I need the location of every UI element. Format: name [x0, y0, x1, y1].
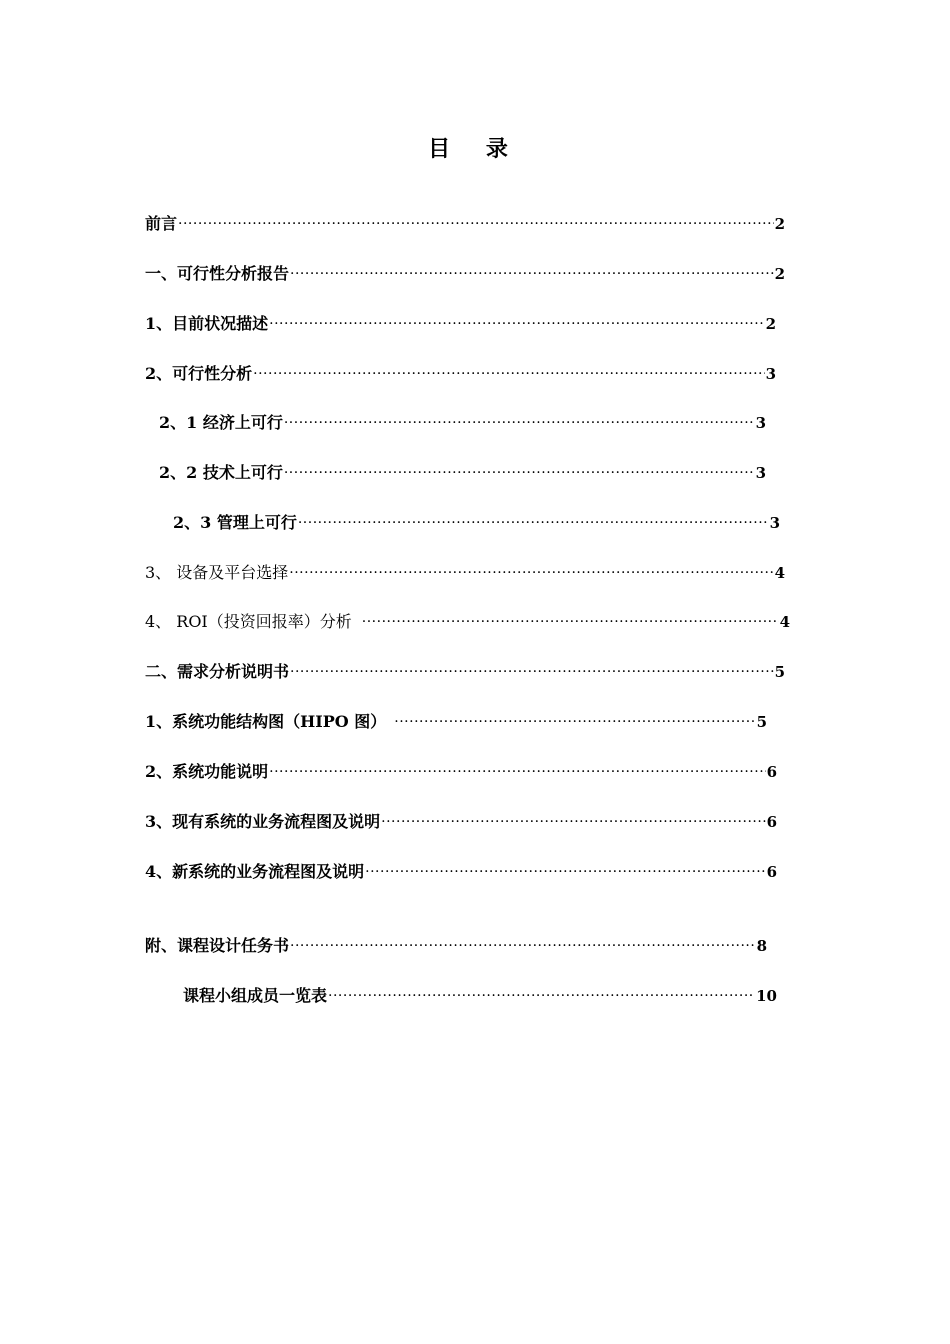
toc-entry-label: 2、系统功能说明: [145, 762, 269, 781]
toc-entry-preface[interactable]: [145, 212, 785, 236]
toc-entry-page: 3: [769, 514, 780, 532]
toc-entry-page: 4: [774, 564, 785, 582]
toc-entry-page: 2: [774, 265, 785, 283]
toc-entry-technical[interactable]: [159, 461, 766, 485]
toc-entry-page: 2: [765, 315, 776, 333]
toc-entry-label: 前言: [145, 214, 178, 233]
toc-leader-dots: [253, 362, 764, 386]
toc-leader-dots: [269, 312, 764, 336]
toc-entry-label: 2、1 经济上可行: [159, 413, 283, 432]
toc-leader-dots: [289, 561, 773, 585]
toc-entry-page: 6: [766, 813, 777, 831]
toc-entry-label: 一、可行性分析报告: [145, 264, 290, 283]
toc-entry-page: 6: [766, 763, 777, 781]
toc-entry-page: 5: [774, 663, 785, 681]
toc-entry-label: 2、可行性分析: [145, 364, 253, 383]
toc-leader-dots: [362, 610, 779, 634]
toc-entry-label: 课程小组成员一览表: [183, 986, 328, 1005]
toc-entry-label: 附、课程设计任务书: [145, 936, 290, 955]
toc-leader-dots: [178, 212, 774, 236]
toc-leader-dots: [290, 934, 756, 958]
toc-entry-label: 2、3 管理上可行: [173, 513, 297, 532]
toc-leader-dots: [269, 760, 765, 784]
toc-entry-label: 4、新系统的业务流程图及说明: [145, 862, 365, 881]
toc-entry-page: 2: [774, 215, 785, 233]
toc-leader-dots: [290, 262, 774, 286]
toc-title: 目 录: [428, 136, 522, 162]
toc-entry-requirements-spec[interactable]: [145, 660, 785, 684]
toc-entry-new-workflow[interactable]: [145, 860, 777, 884]
toc-entry-page: 3: [755, 464, 766, 482]
toc-entry-label: 3、现有系统的业务流程图及说明: [145, 812, 381, 831]
toc-entry-feasibility-report[interactable]: [145, 262, 785, 286]
toc-entry-course-design-assignment[interactable]: [145, 934, 767, 958]
toc-leader-dots: [284, 411, 755, 435]
toc-entry-page: 3: [765, 365, 776, 383]
toc-entry-roi-analysis[interactable]: [145, 610, 790, 634]
toc-leader-dots: [394, 710, 755, 734]
toc-entry-page: 5: [756, 713, 767, 731]
toc-leader-dots: [284, 461, 755, 485]
toc-entry-label: 1、目前状况描述: [145, 314, 269, 333]
toc-entry-function-description[interactable]: [145, 760, 777, 784]
toc-entry-label: 3、 设备及平台选择: [145, 563, 289, 582]
toc-entry-feasibility-analysis[interactable]: [145, 362, 776, 386]
toc-entry-equipment-platform[interactable]: [145, 561, 785, 585]
toc-leader-dots: [298, 511, 769, 535]
toc-entry-page: 8: [756, 937, 767, 955]
toc-leader-dots: [381, 810, 765, 834]
toc-entry-team-member-list[interactable]: [183, 984, 777, 1008]
toc-entry-current-workflow[interactable]: [145, 810, 777, 834]
toc-entry-label: 4、 ROI（投资回报率）分析: [145, 612, 352, 631]
toc-entry-page: 3: [755, 414, 766, 432]
toc-entry-label: 2、2 技术上可行: [159, 463, 283, 482]
toc-entry-page: 10: [756, 987, 777, 1005]
toc-entry-management[interactable]: [173, 511, 780, 535]
toc-entry-page: 6: [766, 863, 777, 881]
toc-leader-dots: [290, 660, 774, 684]
toc-entry-label: 1、系统功能结构图（HIPO 图）: [145, 712, 387, 731]
toc-entry-page: 4: [779, 613, 790, 631]
toc-entry-economic[interactable]: [159, 411, 766, 435]
toc-leader-dots: [328, 984, 755, 1008]
toc-leader-dots: [365, 860, 765, 884]
toc-entry-label: 二、需求分析说明书: [145, 662, 290, 681]
toc-entry-hipo-diagram[interactable]: [145, 710, 767, 734]
toc-entry-current-status[interactable]: [145, 312, 776, 336]
